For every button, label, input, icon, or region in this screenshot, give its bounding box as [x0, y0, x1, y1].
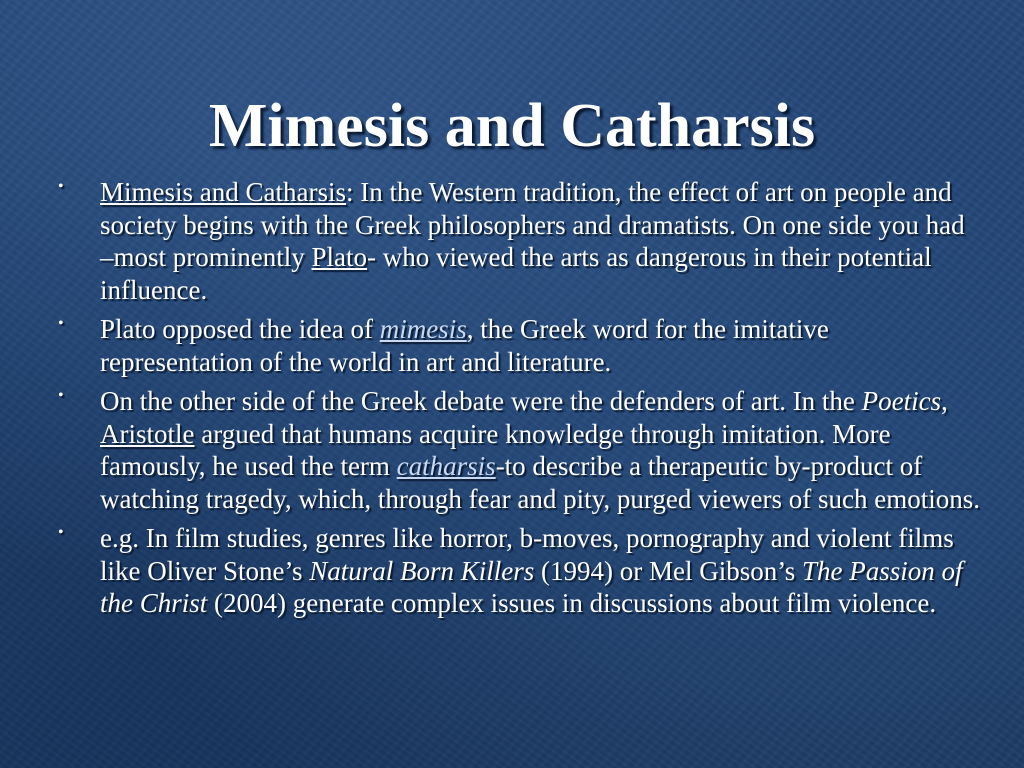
bullet-item-3: [0, 385, 1024, 515]
bullet-item-2: [0, 313, 1024, 378]
bullet-icon: •: [58, 315, 64, 332]
bullet-icon: •: [58, 524, 64, 541]
bullet-3-text-b: argued that humans acquire knowledge through imitation. More famously, he used the term: [100, 418, 891, 481]
poetics-title: Poetics: [861, 386, 942, 416]
plato-link[interactable]: Plato: [311, 242, 368, 272]
bullet-1-text-a: : In the Western tradition, the effect of art on people and society begins with the Greek philosophers and dramatists. On one side you had –most prominently: [100, 177, 965, 272]
bullet-item-1: [0, 176, 1024, 306]
mimesis-link[interactable]: mimesis: [379, 314, 467, 344]
bullet-3-comma: ,: [941, 386, 948, 416]
slide-title: Mimesis and Catharsis: [208, 92, 816, 160]
catharsis-link[interactable]: catharsis: [396, 451, 496, 481]
bullet-2-text-a: Plato opposed the idea of: [100, 314, 380, 344]
bullet-4-text-b: (1994) or Mel Gibson’s: [534, 555, 802, 586]
bullet-item-4: [0, 522, 1024, 620]
bullet-icon: •: [58, 178, 64, 195]
film-title-passion-of-the-christ: The Passion of the Christ: [100, 555, 963, 618]
bullet-icon: •: [58, 387, 64, 404]
aristotle-link[interactable]: Aristotle: [100, 418, 195, 449]
bullet-2-text-b: , the Greek word for the imitative representation of the world in art and literature.: [100, 314, 829, 377]
film-title-natural-born-killers: Natural Born Killers: [309, 555, 535, 586]
bullet-3-text-c: -to describe a therapeutic by-product of watching tragedy, which, through fear and pity, purged viewers of such emotions.: [100, 451, 981, 514]
bullet-4-text-a: e.g. In film studies, genres like horror, b-moves, pornography and violent films like Oliver Stone’s: [100, 523, 954, 586]
bullet-3-text-a: On the other side of the Greek debate were the defenders of art. In the: [100, 386, 862, 416]
bullet-list: [0, 176, 1024, 627]
bullet-1-lead: Mimesis and Catharsis: [100, 177, 346, 207]
bullet-4-text-c: (2004) generate complex issues in discussions about film violence.: [207, 588, 937, 618]
bullet-1-text-b: - who viewed the arts as dangerous in their potential influence.: [100, 242, 932, 305]
